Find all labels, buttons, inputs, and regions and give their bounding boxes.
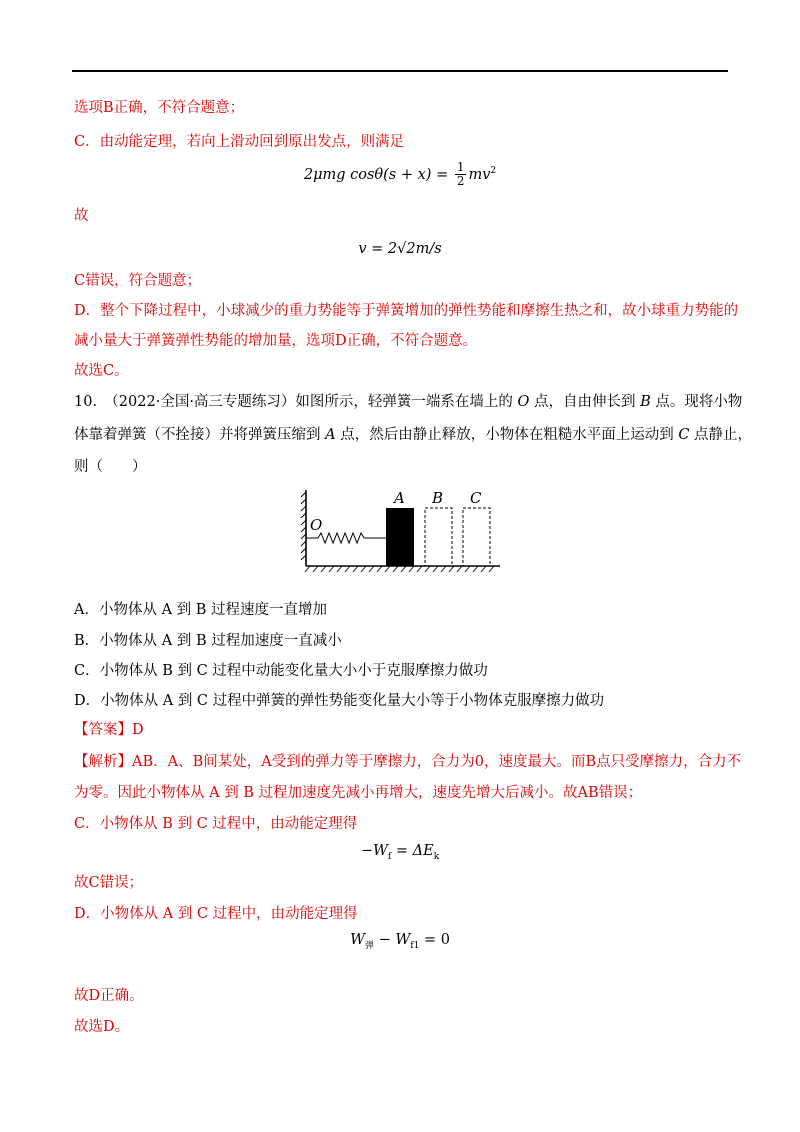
q-prefix: 10. （2022·全国·高三专题练习）如图所示，轻弹簧一端系在墙上的 bbox=[74, 394, 513, 410]
eq1-sup: 2 bbox=[490, 166, 497, 176]
eq1-fraction bbox=[455, 161, 467, 188]
option-c: C．小物体从 B 到 C 过程中动能变化量大小小于克服摩擦力做功 bbox=[74, 663, 488, 679]
analysis-line: 故C错误； bbox=[74, 875, 144, 891]
q2-a: 体靠着弹簧（不拴接）并将弹簧压缩到 bbox=[74, 427, 321, 443]
q2-aa: A bbox=[325, 427, 336, 443]
eq1-num: 1 bbox=[456, 160, 465, 175]
eq4-mid: − W bbox=[373, 932, 411, 948]
block-c bbox=[463, 508, 490, 566]
label-c: C bbox=[470, 489, 482, 507]
ground-hatch bbox=[305, 566, 494, 572]
equation-3 bbox=[0, 840, 800, 868]
block-a bbox=[386, 508, 414, 566]
text-line: 故选C。 bbox=[74, 363, 129, 379]
equation-2 bbox=[0, 238, 800, 260]
question-line-3: 则（ ） bbox=[74, 459, 147, 475]
eq4-w1: W bbox=[350, 932, 365, 948]
eq3-sub2: k bbox=[433, 851, 440, 862]
q-mid1: 点，自由伸长到 bbox=[534, 394, 636, 410]
spring bbox=[306, 533, 386, 543]
option-a: A．小物体从 A 到 B 过程速度一直增加 bbox=[74, 602, 328, 618]
equation-4 bbox=[0, 929, 800, 957]
text-line: 减小量大于弹簧弹性势能的增加量，选项D正确，不符合题意。 bbox=[74, 333, 478, 349]
q-o: O bbox=[517, 394, 530, 410]
q-b: B bbox=[640, 394, 651, 410]
text-line: C．由动能定理，若向上滑动回到原出发点，则满足 bbox=[74, 134, 405, 150]
eq1-left: 2μmg cosθ(s + x) = bbox=[303, 166, 449, 183]
eq3-sub: f bbox=[387, 851, 392, 862]
analysis-line: 故选D。 bbox=[74, 1019, 130, 1035]
eq3-right: = ΔE bbox=[391, 843, 434, 859]
header-rule bbox=[72, 70, 728, 72]
eq4-sub1: 弹 bbox=[364, 940, 374, 951]
option-d: D．小物体从 A 到 C 过程中弹簧的弹性势能变化量大小等于小物体克服摩擦力做功 bbox=[74, 693, 605, 709]
question-line-2 bbox=[74, 424, 752, 446]
eq2: v = 2√2m/s bbox=[358, 241, 442, 257]
label-a: A bbox=[394, 489, 405, 507]
text-line: C错误，符合题意； bbox=[74, 273, 202, 289]
equation-1 bbox=[0, 160, 800, 188]
q2-c: C bbox=[678, 427, 690, 443]
analysis-line: D．小物体从 A 到 C 过程中，由动能定理得 bbox=[74, 906, 358, 922]
label-b: B bbox=[432, 489, 444, 507]
q2-d: 点静止， bbox=[694, 427, 753, 443]
q-mid2: 点。现将小物 bbox=[655, 394, 743, 410]
block-b bbox=[425, 508, 452, 566]
eq3-left: −W bbox=[360, 843, 388, 859]
option-b: B．小物体从 A 到 B 过程加速度一直减小 bbox=[74, 633, 342, 649]
analysis-line: 为零。因此小物体从 A 到 B 过程加速度先减小再增大，速度先增大后减小。故AB错误； bbox=[74, 785, 643, 801]
spring-diagram bbox=[300, 486, 500, 578]
analysis-line: 【解析】AB．A、B间某处，A受到的弹力等于摩擦力，合力为0，速度最大。而B点只受摩擦力，合力不 bbox=[74, 754, 742, 770]
analysis-line: C．小物体从 B 到 C 过程中，由动能定理得 bbox=[74, 816, 358, 832]
text-line: D．整个下降过程中，小球减少的重力势能等于弹簧增加的弹性势能和摩擦生热之和，故小球重力势能的 bbox=[74, 303, 739, 319]
eq1-den: 2 bbox=[456, 174, 465, 189]
text-line: 选项B正确，不符合题意； bbox=[74, 100, 245, 116]
q2-b: 点，然后由静止释放，小物体在粗糙水平面上运动到 bbox=[340, 427, 674, 443]
label-o: O bbox=[310, 516, 323, 534]
analysis-line: 故D正确。 bbox=[74, 988, 144, 1004]
question-line-1 bbox=[74, 391, 742, 413]
eq1-right: mv bbox=[468, 166, 491, 183]
text-line: 故 bbox=[74, 208, 89, 224]
answer: 【答案】D bbox=[74, 722, 144, 738]
eq4-sub2: f1 bbox=[410, 940, 420, 951]
eq4-right: = 0 bbox=[419, 932, 450, 948]
